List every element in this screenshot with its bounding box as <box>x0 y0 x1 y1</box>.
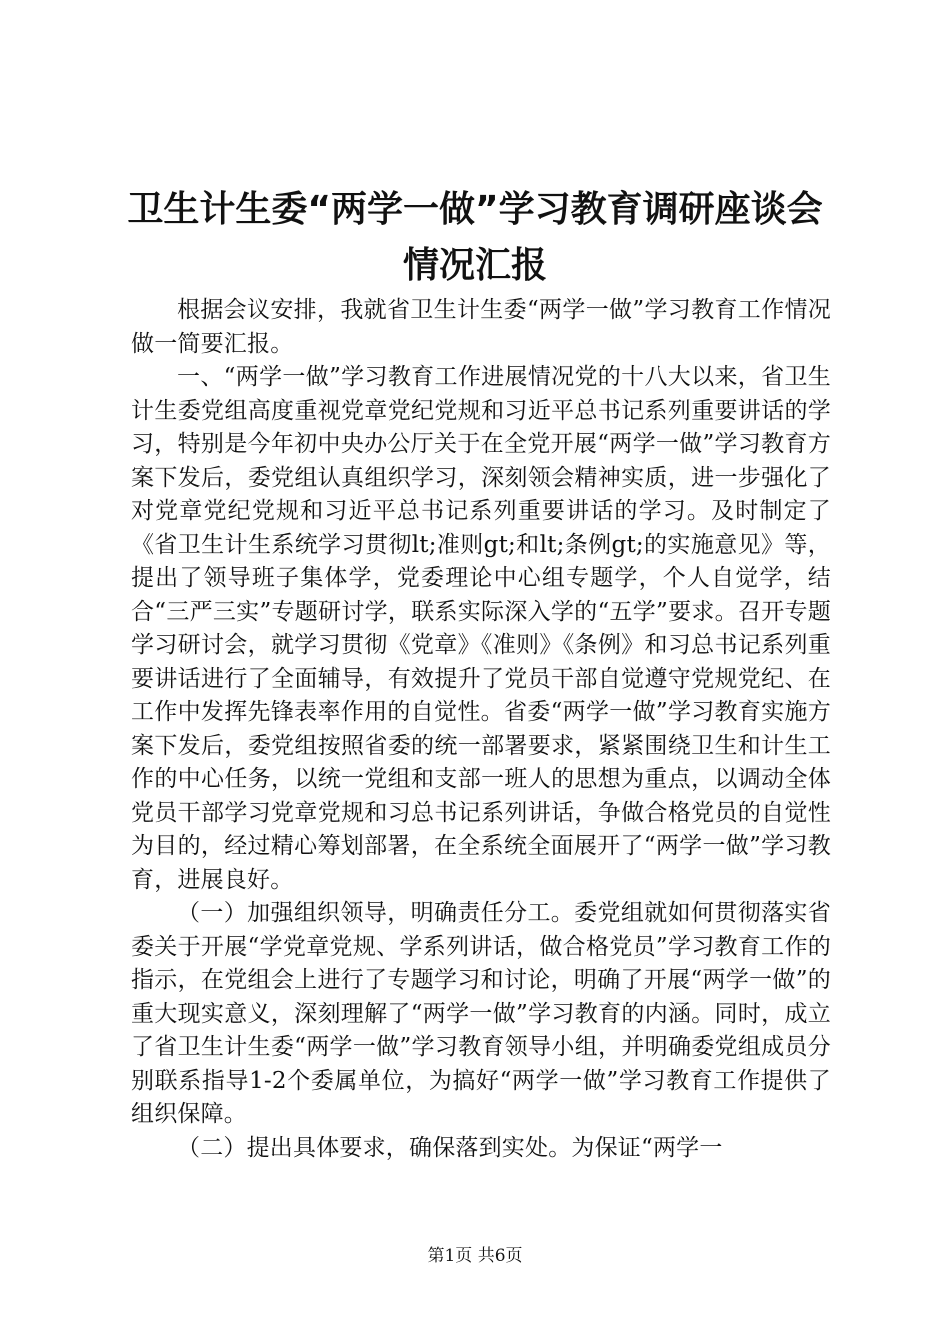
paragraph-intro: 根据会议安排，我就省卫生计生委“两学一做”学习教育工作情况做一简要汇报。 <box>131 297 831 357</box>
paragraph-subsection-two: （二）提出具体要求，确保落到实处。为保证“两学一 <box>177 1134 723 1161</box>
page-total: 共6页 <box>477 1246 523 1266</box>
paragraph-section-one: 一、“两学一做”学习教育工作进展情况党的十八大以来，省卫生计生委党组高度重视党章党纪党规和习近平总书记系列重要讲话的学习，特别是今年初中央办公厅关于在全党开展“两学一做”学习教育方案下发后，委党组认真组织学习，深刻领会精神实质，进一步强化了对党章党纪党规和习近平总书记系列重要讲话的学习。及时制定了《省卫生计生系统学习贯彻lt;准则gt;和lt;条例gt;的实施意见》等，提出了领导班子集体学，党委理论中心组专题学，个人自觉学，结合“三严三实”专题研讨学，联系实际深入学的“五学”要求。召开专题学习研讨会，就学习贯彻《党章》《准则》《条例》和习总书记系列重要讲话进行了全面辅导，有效提升了党员干部自觉遵守党规党纪、在工作中发挥先锋表率作用的自觉性。省委“两学一做”学习教育实施方案下发后，委党组按照省委的统一部署要求，紧紧围绕卫生和计生工作的中心任务，以统一党组和支部一班人的思想为重点，以调动全体党员干部学习党章党规和习总书记系列讲话，争做合格党员的自觉性为目的，经过精心筹划部署，在全系统全面展开了“两学一做”学习教育，进展良好。 <box>131 364 831 893</box>
page-number: 第1页 <box>427 1246 473 1266</box>
document-title: 卫生计生委“两学一做”学习教育调研座谈会情况汇报 <box>127 189 823 286</box>
document-body <box>131 294 831 1165</box>
paragraph-subsection-one: （一）加强组织领导，明确责任分工。委党组就如何贯彻落实省委关于开展“学党章党规、学系列讲话，做合格党员”学习教育工作的指示，在党组会上进行了专题学习和讨论，明确了开展“两学一做”的重大现实意义，深刻理解了“两学一做”学习教育的内涵。同时，成立了省卫生计生委“两学一做”学习教育领导小组，并明确委党组成员分别联系指导1-2个委属单位，为搞好“两学一做”学习教育工作提供了组织保障。 <box>131 900 831 1127</box>
page-footer <box>0 1244 950 1268</box>
